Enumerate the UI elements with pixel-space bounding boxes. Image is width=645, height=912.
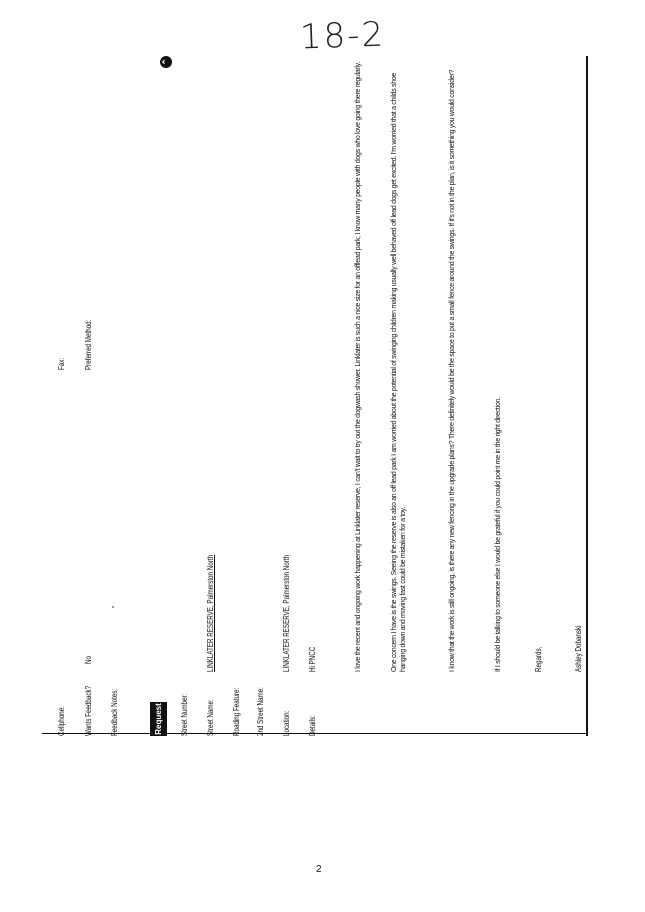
details-signature: Ashley Dobanski	[574, 625, 583, 672]
feedback-notes-label: Feedback Notes:	[110, 688, 119, 736]
cellphone-label: Cellphone:	[57, 706, 66, 736]
collapse-toggle-icon[interactable]: ⌃	[160, 56, 172, 68]
location-label: Location:	[282, 710, 291, 736]
location-value: LINKLATER RESERVE, Palmerston North	[282, 555, 291, 672]
roading-feature-label: Roading Feature:	[232, 687, 241, 736]
wants-feedback-label: Wants Feedback?	[84, 685, 93, 736]
fax-label: Fax:	[57, 357, 66, 370]
details-paragraph-1: I love the recent and ongoing work happening at Linklater reserve, I can't wait to try out the dogwash shower. Linklater is such a nice size for an offlead park; I know many people with dogs who love going there regularly.	[355, 62, 362, 672]
wants-feedback-value: No	[84, 656, 93, 664]
details-paragraph-4: If I should be talking to someone else I would be grateful if you could point me in the right direction.	[495, 397, 502, 672]
details-paragraph-3: I know that the work is still ongoing, is there any new fencing in the upgrade plans? There definitely would be the space to put a small fence around the swings. If it's not in the plan, is it something you would consider?	[449, 70, 456, 672]
page-number: 2	[316, 864, 322, 875]
street-name-value: LINKLATER RESERVE, Palmerston North	[206, 555, 215, 672]
preferred-method-label: Preferred Method:	[84, 319, 93, 370]
details-signoff: Regards,	[534, 646, 543, 672]
details-paragraph-2: One concern I have is the swings. Seeing the reserve is also an off lead park I am worried about the potential of swinging children making usually well behaved off lead dogs get excited. I'm worried that a childs shoe hanging down and moving fast could be mistaken for a toy.	[391, 72, 407, 672]
handwritten-annotation: 18-2	[299, 14, 386, 58]
details-label: Details:	[308, 715, 317, 736]
street-number-label: Street Number:	[180, 693, 189, 736]
request-details-heading: Request Details	[150, 702, 167, 736]
details-greeting: Hi PNCC	[308, 646, 317, 672]
rotated-form-content	[42, 56, 588, 736]
street-name-label: Street Name:	[206, 699, 215, 736]
second-street-label: 2nd Street Name:	[256, 687, 265, 736]
